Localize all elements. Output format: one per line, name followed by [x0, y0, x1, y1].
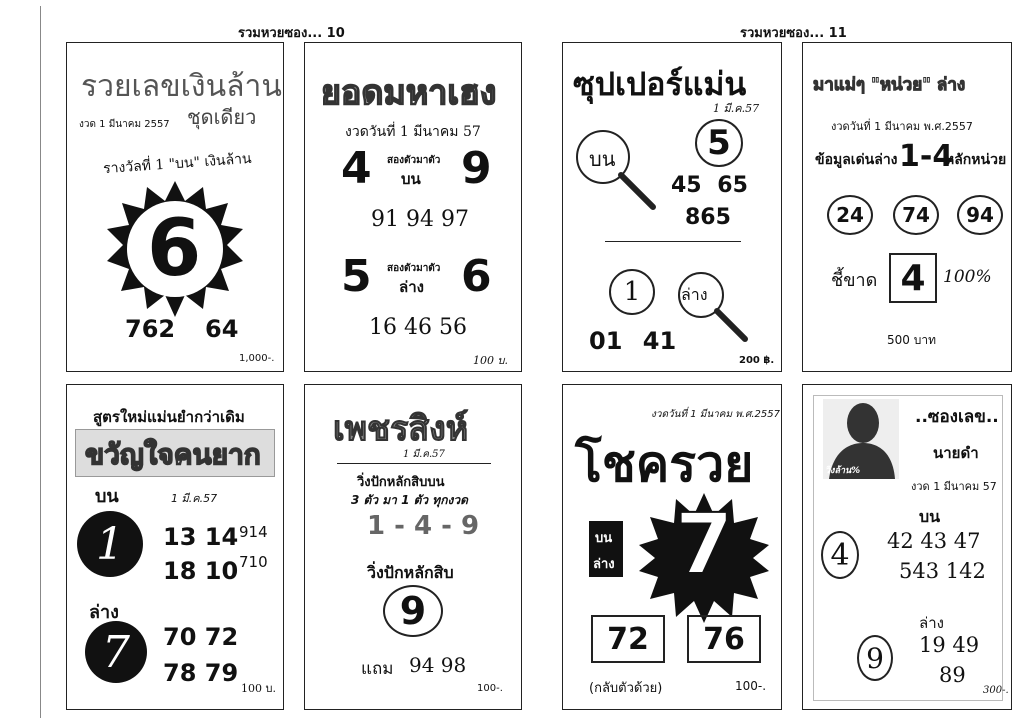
- draw-date: งวด 1 มีนาคม 2557: [79, 119, 170, 130]
- date: 1 มี.ค.57: [171, 492, 218, 505]
- main-number: 9: [399, 589, 427, 633]
- number-box-1: [591, 615, 665, 663]
- top-row-1: 42 43 47: [887, 529, 981, 553]
- top-side-2: 710: [239, 553, 268, 571]
- slogan: สูตรใหม่แม่นยำกว่าเดิม: [93, 408, 245, 426]
- decide-number: 4: [900, 257, 926, 299]
- card-title: ซุปเปอร์แม่น: [573, 65, 747, 103]
- info-b: หลักหน่วย: [945, 152, 1007, 168]
- card-title: เพชรสิงห์: [333, 409, 469, 449]
- decide-box: [889, 253, 937, 303]
- row-2: 865: [685, 205, 731, 230]
- card-yod-maha-heng: [304, 42, 522, 372]
- photo-caption: วิ่งล้าน%: [825, 466, 861, 476]
- main-circle: [383, 585, 443, 637]
- extra-numbers: 94 98: [409, 653, 467, 677]
- card-ruay-lek-ngern-lan: [66, 42, 284, 372]
- main-number: 6: [147, 204, 202, 294]
- card-title: รวยเลขเงินล้าน: [81, 69, 282, 104]
- main-number: 7: [675, 495, 734, 593]
- row-1: 45 65: [671, 173, 748, 198]
- decide-label: ชี้ขาด: [831, 270, 878, 291]
- tag-2: ล่าง: [593, 557, 615, 572]
- date: 1 มี.ค.57: [713, 102, 760, 115]
- top-row: 91 94 97: [371, 207, 469, 232]
- date: 1 มี.ค.57: [403, 449, 445, 460]
- top-circle-number: 4: [830, 537, 850, 573]
- line-3: วิ่งปักหลักสิบ: [367, 563, 454, 582]
- price: 1,000-.: [239, 353, 275, 364]
- circle-number: 1: [623, 277, 641, 307]
- card-title: ..ซองเลข..: [915, 407, 999, 427]
- bottom-label-b: ล่าง: [399, 278, 424, 296]
- number-b: 64: [205, 315, 239, 343]
- card-title: ยอดมหาเฮง: [321, 73, 497, 113]
- top-big-circle: [77, 511, 143, 577]
- price: 100 บ.: [473, 354, 508, 367]
- number-2: 76: [703, 621, 745, 657]
- bottom-label: ล่าง: [89, 602, 119, 623]
- price: 100-.: [477, 683, 503, 694]
- card-title: ขวัญใจคนยาก: [85, 438, 261, 471]
- top-circle: [821, 531, 859, 579]
- info-a: ข้อมูลเด่นล่าง: [815, 152, 898, 168]
- bottom-row-1: 19 49: [919, 633, 980, 657]
- top-label-a: สองตัวมาตัว: [387, 155, 441, 166]
- card-chok-ruay: [562, 384, 782, 710]
- top-row-1: 13 14: [163, 523, 239, 551]
- number-box-2: [687, 615, 761, 663]
- book-left-edge: [40, 6, 41, 718]
- number-a: 762: [125, 315, 176, 343]
- name: นายดำ: [933, 444, 979, 462]
- line-2: 3 ตัว มา 1 ตัว ทุกงวด: [351, 493, 468, 507]
- tag-1: บน: [595, 531, 613, 546]
- bottom-label-a: สองตัวมาตัว: [387, 263, 441, 274]
- card-phet-sing: [304, 384, 522, 710]
- price: 300-.: [983, 685, 1009, 696]
- bottom-circle: [857, 635, 893, 681]
- bottom-row: 16 46 56: [369, 315, 467, 340]
- bottom-row-2: 78 79: [163, 659, 239, 687]
- draw-date: งวด 1 มีนาคม 57: [911, 480, 997, 493]
- top-left-number: 4: [341, 143, 372, 194]
- draw-date: งวดวันที่ 1 มีนาคม พ.ศ.2557: [651, 409, 781, 420]
- bottom-label: ล่าง: [919, 614, 944, 632]
- bottom-circle-number: 9: [866, 641, 884, 675]
- price: 100-.: [735, 679, 767, 693]
- main-number: 5: [707, 123, 731, 163]
- lens-label-2: ล่าง: [681, 285, 708, 304]
- top-label: บน: [919, 507, 941, 526]
- number-3: 94: [966, 203, 994, 227]
- lens-label: บน: [589, 147, 616, 171]
- bottom-row-2: 89: [939, 663, 966, 687]
- price: 100 บ.: [241, 682, 276, 695]
- bottom-row-1: 70 72: [163, 623, 239, 651]
- info-number: 1-4: [899, 139, 954, 174]
- number-2: 74: [902, 203, 930, 227]
- number-circle-1: [827, 195, 873, 235]
- card-song-lek-nai-dam: [802, 384, 1012, 710]
- bottom-right-number: 6: [461, 251, 492, 302]
- card-title: โชครวย: [575, 435, 754, 493]
- number-1: 72: [607, 621, 649, 657]
- divider: [337, 463, 491, 464]
- top-big-number: 1: [96, 518, 124, 570]
- line-1: วิ่งปักหลักสิบบน: [357, 475, 445, 490]
- bottom-big-number: 7: [102, 626, 130, 678]
- run-numbers: 1 - 4 - 9: [367, 511, 480, 541]
- top-right-number: 9: [461, 143, 492, 194]
- card-khwan-jai-khon-yak: [66, 384, 284, 710]
- left-page-title: รวมหวยซอง... 10: [238, 26, 345, 41]
- top-label-b: บน: [401, 170, 421, 188]
- top-label: บน: [95, 486, 119, 507]
- percent: 100%: [943, 267, 992, 287]
- main-circle: [695, 119, 743, 167]
- circle-number-box: [609, 269, 655, 315]
- price: 200 ฿.: [739, 355, 775, 366]
- top-side-1: 914: [239, 523, 268, 541]
- draw-date: งวดวันที่ 1 มีนาคม 57: [345, 124, 481, 140]
- number-circle-2: [893, 195, 939, 235]
- card-subtitle: ชุดเดียว: [187, 105, 257, 129]
- draw-date: งวดวันที่ 1 มีนาคม พ.ศ.2557: [831, 120, 973, 133]
- number-circle-3: [957, 195, 1003, 235]
- divider: [605, 241, 741, 242]
- card-super-maen: [562, 42, 782, 372]
- price: 500 บาท: [887, 333, 936, 347]
- prize-line: รางวัลที่ 1 "บน" เงินล้าน: [102, 150, 253, 178]
- top-row-2: 18 10: [163, 557, 239, 585]
- bottom-numbers: 01 41: [589, 327, 677, 355]
- top-row-2: 543 142: [899, 559, 986, 583]
- card-ma-mae-nuay: [802, 42, 1012, 372]
- bottom-left-number: 5: [341, 251, 372, 302]
- note: (กลับตัวด้วย): [589, 681, 663, 696]
- bottom-big-circle: [85, 621, 147, 683]
- right-page-title: รวมหวยซอง... 11: [740, 26, 847, 41]
- card-title: มาแม่ๆ "หน่วย" ล่าง: [813, 75, 966, 95]
- number-1: 24: [836, 203, 864, 227]
- extra-label: แถม: [361, 659, 394, 679]
